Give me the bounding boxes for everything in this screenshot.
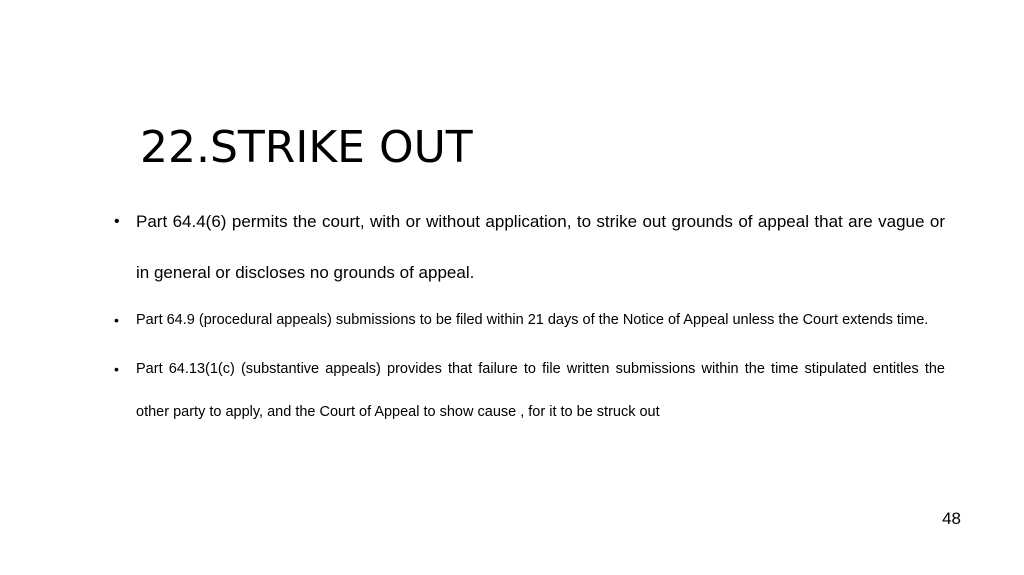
bullet-item xyxy=(114,299,945,342)
bullet-item xyxy=(114,348,945,434)
bullet-icon: • xyxy=(114,312,119,328)
bullet-icon: • xyxy=(114,361,119,377)
bullet-text: Part 64.9 (procedural appeals) submissions to be filed within 21 days of the Notice of Appeal unless the Court extends time. xyxy=(136,312,929,328)
bullet-list xyxy=(114,196,945,434)
bullet-item xyxy=(114,196,945,298)
bullet-text: Part 64.13(1(c) (substantive appeals) provides that failure to file written submissions within the time stipulated entitles the other party to apply, and the Court of Appeal to show cause , for it to be struck out xyxy=(136,361,945,420)
bullet-icon: • xyxy=(114,213,120,230)
slide-title: 22.STRIKE OUT xyxy=(140,122,473,173)
page-number: 48 xyxy=(942,509,961,528)
bullet-text: Part 64.4(6) permits the court, with or without application, to strike out grounds of appeal that are vague or in general or discloses no grounds of appeal. xyxy=(136,212,945,282)
